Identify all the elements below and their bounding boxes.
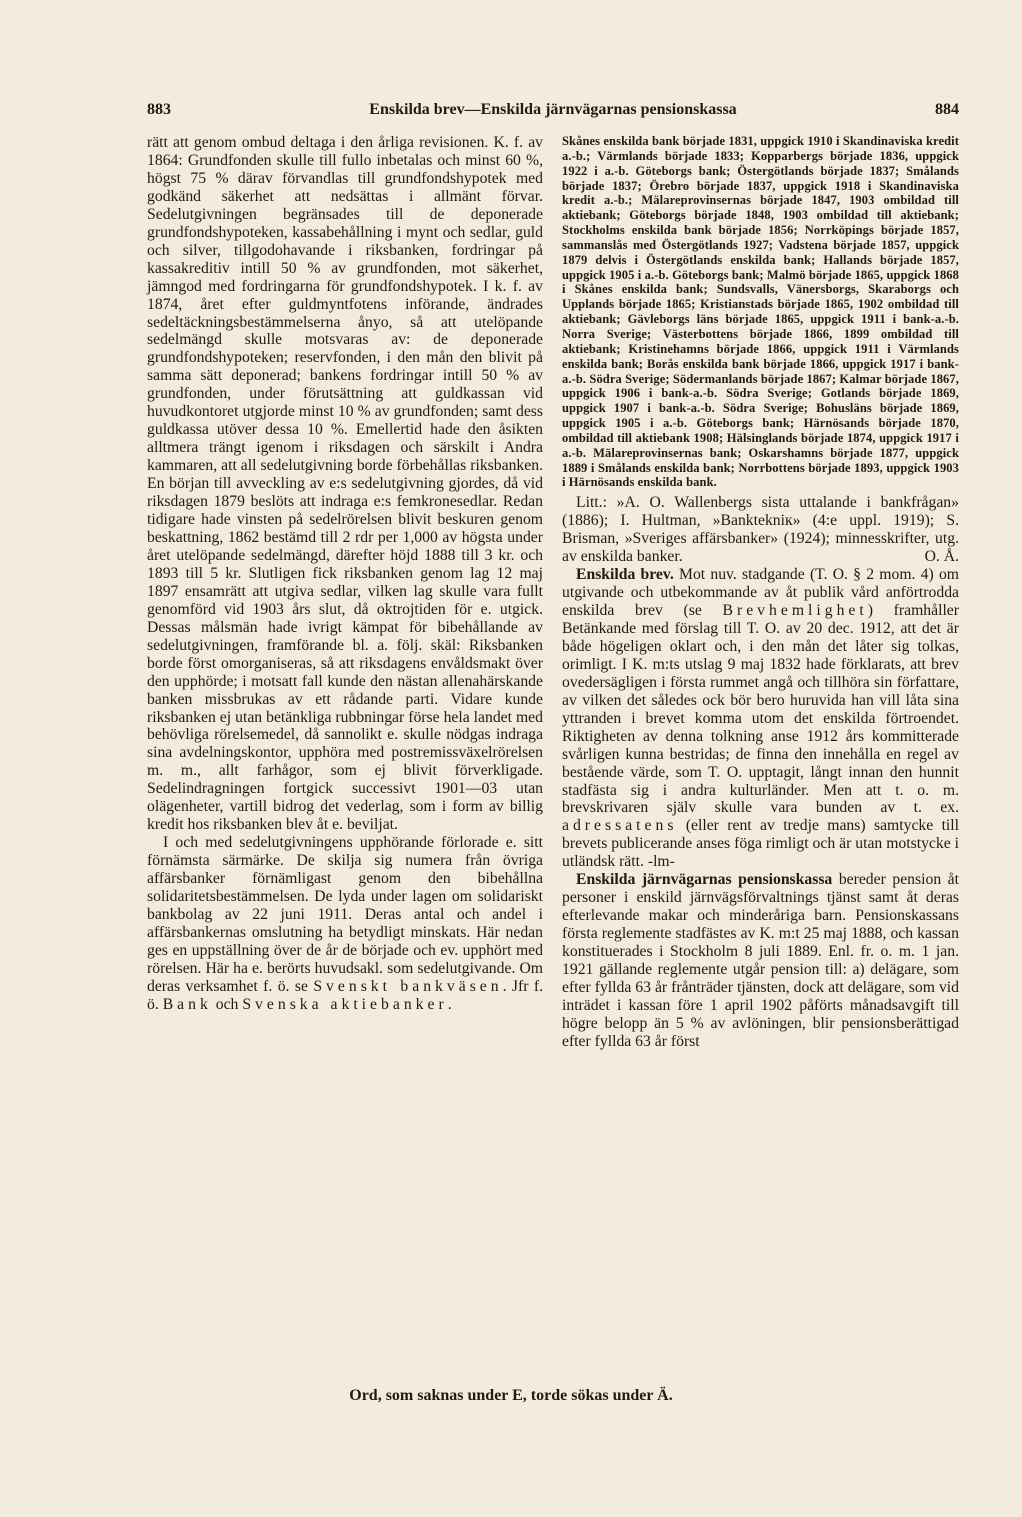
cross-ref-brevhemlighet[interactable]: Brevhemlighet	[722, 601, 868, 619]
left-paragraph-2-and: och	[215, 995, 239, 1013]
footer-note: Ord, som saknas under E, torde sökas under Ä.	[349, 1387, 673, 1404]
right-column	[562, 134, 959, 1051]
bank-list-paragraph: Skånes enskilda bank började 1831, uppgick 1910 i Skandinaviska kredit a.-b.; Värmlands började 1833; Kopparbergs började 1836, uppgick 1922 i a.-b. Göteborgs bank; Östergötlands började 1837; Smålands började 1837; Örebro började 1837, uppgick 1918 i Skandinaviska kredit a.-b.; Mälareprovinsernas började 1847, 1903 ombildad till aktiebank; Göteborgs började 1848, 1903 ombildad till aktiebank; Stockholms enskilda bank började 1856; Norrköpings började 1857, sammanslås med Östergötlands 1927; Vadstena började 1857, uppgick 1879 delvis i Östergötlands enskilda bank; Hallands började 1857, uppgick 1905 i a.-b. Göteborgs bank; Malmö började 1865, uppgick 1868 i Skånes enskilda bank; Sundsvalls, Vänersborgs, Skaraborgs och Upplands började 1865; Kristianstads började 1865, 1902 ombildad till aktiebank; Gävleborgs läns började 1865, uppgick 1911 i bank-a.-b. Norra Sverige; Västerbottens började 1866, 1899 ombildad till aktiebank; Kristinehamns började 1866, uppgick 1911 i Värmlands enskilda bank; Borås enskilda bank började 1866, uppgick 1917 i bank-a.-b. Södra Sverige; Södermanlands började 1867; Kalmar började 1867, uppgick 1906 i bank-a.-b. Södra Sverige; Gotlands började 1869, uppgick 1907 i bank-a.-b. Södra Sverige; Bohusläns började 1869, uppgick 1905 i a.-b. Göteborgs bank; Härnösands började 1870, ombildad till aktiebank 1908; Hälsinglands började 1874, uppgick 1917 i a.-b. Mälareprovinsernas bank; Oskarshamns började 1877, uppgick 1889 i Smålands enskilda bank; Norrbottens började 1893, uppgick 1903 i Härnösands enskilda bank.	[562, 134, 959, 490]
page-number-left: 883	[147, 101, 171, 118]
literature-text: Litt.: »A. O. Wallenbergs sista uttalande i bankfrågan» (1886); I. Hultman, »Banktekniк» (4:e uppl. 1919); S. Brisman, »Sveriges affärsbanker» (1924); minnesskrifter, utg. av enskilda banker.	[562, 494, 959, 566]
enskilda-brev-text-a: Mot nuv. stadgande (T. O. § 2 mom. 4) om utgivande och utbekommande av åt publik vård anförtrodda enskilda brev (se	[562, 566, 959, 619]
left-paragraph-2-mid: . Jfr f. ö.	[147, 977, 543, 1013]
cross-ref-svenskt-bankvasen[interactable]: Svenskt bankväsen	[313, 977, 503, 995]
enskilda-brev-heading: Enskilda brev.	[576, 566, 674, 584]
pensionskassa-heading: Enskilda järnvägarnas pensionskassa	[576, 871, 833, 889]
left-paragraph-2-end: .	[447, 995, 452, 1013]
pensionskassa-text: bereder pension åt personer i enskild järnvägsförvaltnings tjänst samt åt deras efterlevande makar och minderåriga barn. Pensionskassans första reglemente stadfästes av K. m:t 25 maj 1888, och kassan konstituerades i Stockholm 8 juli 1889. Enl. fr. o. m. 1 jan. 1921 gällande reglemente utgår pension till: a) delägare, som efter fyllda 63 år frånträder tjänsten, dock att delägare, som vid inträdet i kassan före 1 april 1902 påförts månadsavgift till högre belopp än 5 % av avlöningen, blir pensionsberättigad efter fyllda 63 år först	[562, 871, 959, 1050]
left-paragraph-2	[147, 834, 543, 1014]
left-paragraph-2-text: I och med sedelutgivningens upphörande förlorade e. sitt förnämsta särmärke. De skilja sig numera från övriga affärsbanker förnämligast genom den bibehållna solidaritetsbestämmelsen. De lyda under lagen om solidariskt bankbolag av 22 juni 1911. Deras antal och andel i affärsbankernas omslutning ha betydligt minskats. Här nedan ges en uppställning över de år de började och ev. upphört med rörelsen. Här ha e. berörts huvudsakl. som sedelutgivande. Om deras verksamhet f. ö. se	[147, 834, 543, 995]
left-paragraph-1: rätt att genom ombud deltaga i den årliga revisionen. K. f. av 1864: Grundfonden skulle till fullo inbetalas och minst 60 %, högst 75 % därav förvandlas till grundfondshypotek med godkänd säkerhet att nedsättas i allmänt förvar. Sedelutgivningen begränsades till de deponerade grundfondshypoteken, kassabehållning i mynt och sedlar, guld och silver, tillgodohavande i riksbanken, fordringar på kassakreditiv intill 50 % av grundfonden, mot säkerhet, jämngod med fordringarna för grundfondshypotek. I k. f. av 1874, året efter guldmyntfotens införande, ändrades sedeltäckningsbestämmelserna ånyo, så att utelöpande sedelmängd skulle motsvaras av: de deponerade grundfondshypoteken; reservfonden, i den mån den blivit på samma sätt deponerad; bankens fordringar intill 50 % av grundfonden, under förutsättning att guldkassan vid huvudkontoret utgjorde minst 10 % av grundfonden; samt dess guldkassa utöver dessa 10 %. Emellertid hade den åsikten alltmera trängt igenom i riksdagen och särskilt i Andra kammaren, att all sedelutgivning borde förbehållas riksbanken. En början till avveckling av e:s sedelutgivning gjordes, då vid riksdagen 1879 beslöts att indraga e:s femkronesedlar. Redan tidigare hade vinsten på sedelrörelsen blivit beskuren genom beskattning, 1862 bestämd till 2 rdr per 1,000 av högsta under året utelöpande sedelmängd, därefter höjd 1888 till 3 kr. och 1893 till 5 kr. Slutligen fick riksbanken genom lag 12 maj 1897 ensamrätt att utgiva sedlar, vilken lag skulle vara fullt genomförd vid 1903 års slut, då oktrojtiden för e. utgick. Dessas målsmän hade ivrigt kämpat för bibehållande av sedelutgivningen, framförande bl. a. följ. skäl: Riksbanken borde först omorganiseras, så att riksdagens envåldsmakt över den upphörde; i motsatt fall kunde den nästan allenahärskande banken missbrukas av ett rådande parti. Vidare kunde riksbanken ej utan betänkliga rubbningar förse hela landet med behövliga rörelsemedel, då sannolikt e. skulle nödgas indraga sina avdelningskontor, upphöra med postremissväxelrörelsen m. m., allt farhågor, som ej blivit förverkligade. Sedelindragningen fortgick successivt 1901—03 utan olägenheter, vartill bidrog det vederlag, som i form av billig kredit hos riksbanken blev åt e. beviljat.	[147, 134, 543, 834]
literature-signature: O. Å.	[924, 548, 959, 566]
emphasis-adressatens: adressatens	[562, 817, 678, 835]
page-number-right: 884	[934, 101, 959, 118]
pensionskassa-entry	[562, 871, 959, 1051]
enskilda-brev-entry	[562, 566, 959, 871]
left-column	[147, 134, 543, 1014]
enskilda-brev-text-c: (eller rent av tredje mans) samtycke till brevets publicerande anses föga rimligt och är utan motstycke i utländsk rätt.	[562, 817, 960, 871]
enskilda-brev-text-b: ) framhåller Betänkande med förslag till T. O. av 20 dec. 1912, att det är både högeligen oklart och, i den mån det låter sig tolkas, orimligt. I K. m:ts utslag 9 maj 1832 hade förklarats, att brev ovedersägligen i första rummet angå och tillhöra sin författare, av vilken det således ock bör bero huruvida han vill låta sina yttranden i brevet komma utom det enskilda förtroendet. Riktigheten av denna tolkning anse 1912 års kommitterade svårligen kunna bestridas; de finna den innehålla en regel av bestående värde, som T. O. upptagit, långt innan den hunnit stadfästa sig i andra kulturländer. Men att t. o. m. brevskrivaren själv skulle vara bunden av t. ex.	[562, 601, 959, 817]
running-header	[147, 101, 959, 119]
cross-ref-svenska-aktiebanker[interactable]: Svenska aktiebanker	[242, 995, 448, 1013]
enskilda-brev-signature: -lm-	[647, 853, 675, 871]
running-title: Enskilda brev—Enskilda järnvägarnas pensionskassa	[369, 101, 737, 118]
literature-paragraph	[562, 494, 959, 566]
cross-ref-bank[interactable]: Bank	[162, 995, 212, 1013]
